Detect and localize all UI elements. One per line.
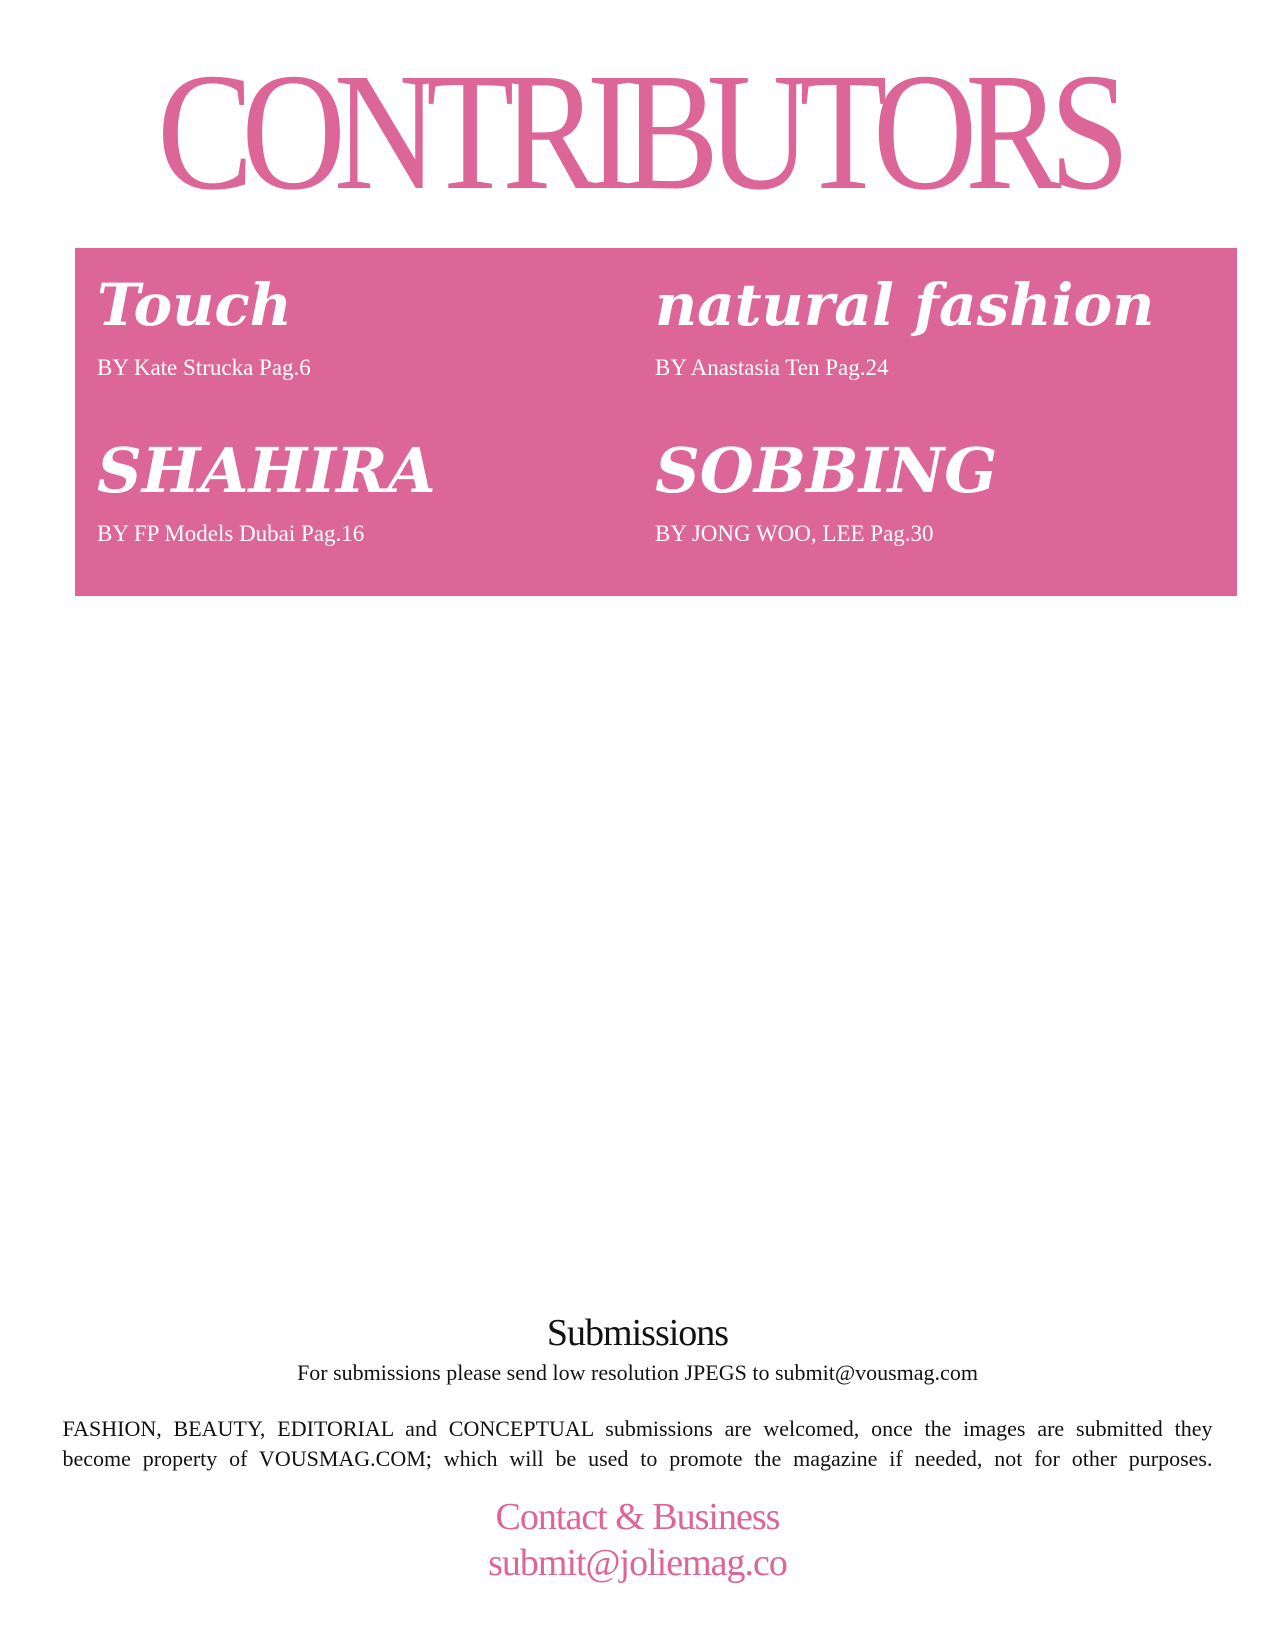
contributor-entry <box>655 270 1154 382</box>
contributor-entry <box>655 436 997 548</box>
submissions-heading: Submissions <box>546 1312 729 1354</box>
notice-line: become property of VOUSMAG.COM; which will be used to promote the magazine if needed, not for other purposes. <box>62 1446 1213 1471</box>
contact-heading: Contact & Business <box>495 1496 780 1538</box>
contributor-title: SHAHIRA <box>97 434 436 507</box>
contributor-credit: BY Anastasia Ten Pag.24 <box>655 355 889 380</box>
contact-email-link[interactable]: submit@joliemag.co <box>488 1542 787 1584</box>
contributor-title: SOBBING <box>655 434 998 507</box>
notice-line: FASHION, BEAUTY, EDITORIAL and CONCEPTUAL submissions are welcomed, once the images are submitted they <box>62 1416 1213 1441</box>
submissions-section <box>0 1310 1275 1586</box>
contributor-credit: BY FP Models Dubai Pag.16 <box>97 521 365 546</box>
contributors-panel <box>75 248 1237 596</box>
contributor-title: Touch <box>97 271 292 339</box>
contributor-entry <box>97 270 311 382</box>
contributor-title: natural fashion <box>655 271 1155 339</box>
contributor-credit: BY Kate Strucka Pag.6 <box>97 355 311 380</box>
contributor-entry <box>97 436 436 548</box>
contributor-credit: BY JONG WOO, LEE Pag.30 <box>655 521 934 546</box>
page-title: CONTRIBUTORS <box>157 39 1118 225</box>
submissions-notice <box>63 1414 1213 1474</box>
submissions-instructions: For submissions please send low resolution JPEGS to submit@vousmag.com <box>297 1360 978 1385</box>
